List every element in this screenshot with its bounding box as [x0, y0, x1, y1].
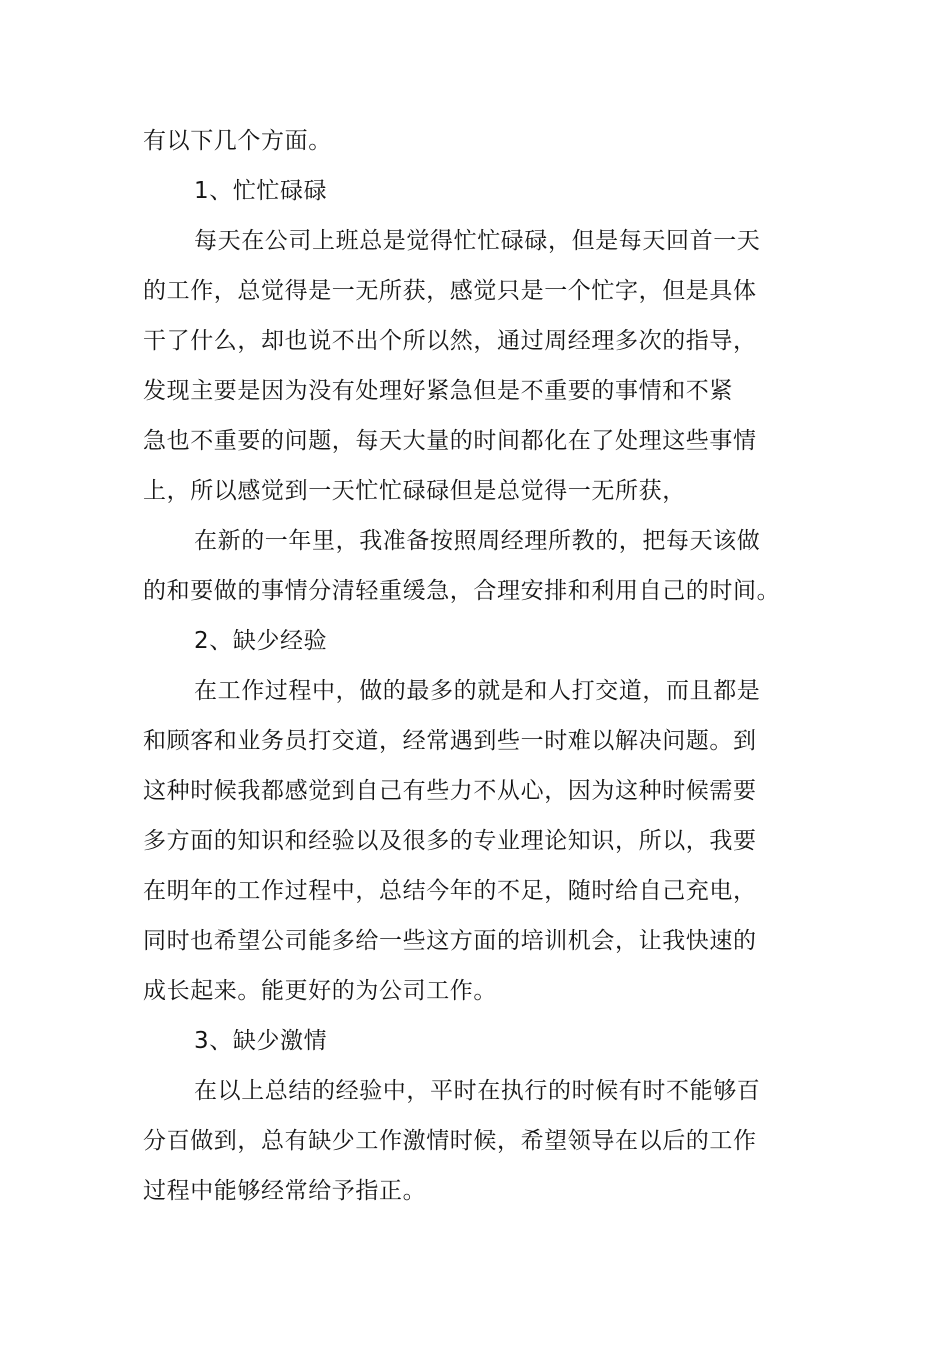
paragraph-line: 上，所以感觉到一天忙忙碌碌但是总觉得一无所获，	[143, 478, 686, 504]
section-heading: 1、忙忙碌碌	[194, 178, 328, 204]
paragraph-line: 急也不重要的问题，每天大量的时间都化在了处理这些事情	[143, 428, 757, 454]
section-heading: 3、缺少激情	[194, 1028, 328, 1054]
paragraph-line: 的工作，总觉得是一无所获，感觉只是一个忙字，但是具体	[143, 278, 757, 304]
section-heading: 2、缺少经验	[194, 628, 328, 654]
paragraph-line: 在工作过程中，做的最多的就是和人打交道，而且都是	[194, 678, 761, 704]
paragraph-line: 过程中能够经常给予指正。	[143, 1178, 427, 1204]
paragraph-line: 发现主要是因为没有处理好紧急但是不重要的事情和不紧	[143, 378, 733, 404]
paragraph-line: 成长起来。能更好的为公司工作。	[143, 978, 497, 1004]
paragraph-line: 和顾客和业务员打交道，经常遇到些一时难以解决问题。到	[143, 728, 757, 754]
paragraph-line: 在明年的工作过程中，总结今年的不足，随时给自己充电，	[143, 878, 757, 904]
paragraph-line: 的和要做的事情分清轻重缓急，合理安排和利用自己的时间。	[143, 578, 781, 604]
paragraph-line: 同时也希望公司能多给一些这方面的培训机会，让我快速的	[143, 928, 757, 954]
paragraph-line: 这种时候我都感觉到自己有些力不从心，因为这种时候需要	[143, 778, 757, 804]
paragraph-line: 每天在公司上班总是觉得忙忙碌碌，但是每天回首一天	[194, 228, 761, 254]
paragraph-line: 在新的一年里，我准备按照周经理所教的，把每天该做	[194, 528, 761, 554]
paragraph-line: 在以上总结的经验中，平时在执行的时候有时不能够百	[194, 1078, 761, 1104]
paragraph-line: 多方面的知识和经验以及很多的专业理论知识，所以，我要	[143, 828, 757, 854]
paragraph-line: 有以下几个方面。	[143, 128, 332, 154]
paragraph-line: 干了什么，却也说不出个所以然，通过周经理多次的指导，	[143, 328, 757, 354]
paragraph-line: 分百做到，总有缺少工作激情时候，希望领导在以后的工作	[143, 1128, 757, 1154]
